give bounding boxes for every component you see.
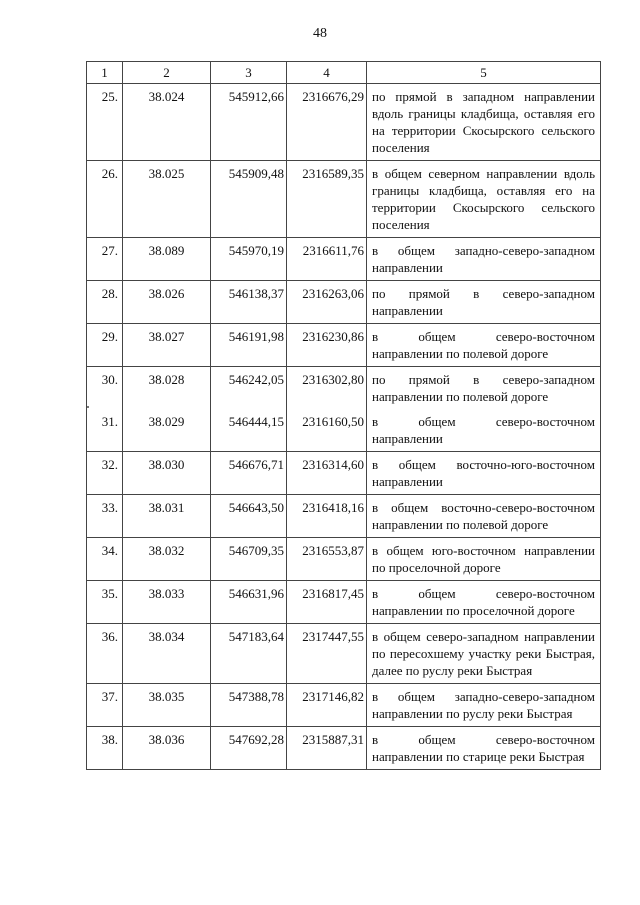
coordinate-y: 2316676,29 [287,84,367,161]
table-row [87,281,601,324]
boundary-description: в общем северо-западном направлении по пересохшему участку реки Быстрая, далее по руслу реки Быстрая [367,624,601,684]
boundary-description: в общем западно-северо-западном направлении по руслу реки Быстрая [367,684,601,727]
column-header-y: 4 [287,62,367,84]
boundary-description: в общем северо-восточном направлении по полевой дороге [367,324,601,367]
coordinate-y: 2317146,82 [287,684,367,727]
row-number: 26. [87,161,123,238]
boundary-description: в общем юго-восточном направлении по проселочной дороге [367,538,601,581]
coordinate-x: 546631,96 [211,581,287,624]
boundary-points-table [86,61,601,770]
row-number: 33. [87,495,123,538]
table-row [87,684,601,727]
row-number: 32. [87,452,123,495]
coordinate-y: 2316817,45 [287,581,367,624]
coordinate-x: 545909,48 [211,161,287,238]
coordinate-x: 545912,66 [211,84,287,161]
table-row [87,495,601,538]
coordinate-y: 2316553,87 [287,538,367,581]
coordinate-x: 546191,98 [211,324,287,367]
column-header-point: 2 [123,62,211,84]
table-row [87,409,601,452]
boundary-description: по прямой в северо-западном направлении по полевой дороге [367,367,601,410]
point-id: 38.032 [123,538,211,581]
coordinate-y: 2317447,55 [287,624,367,684]
coordinate-x: 546709,35 [211,538,287,581]
coordinate-x: 546138,37 [211,281,287,324]
coordinate-x: 547388,78 [211,684,287,727]
boundary-description: в общем восточно-северо-восточном направлении по полевой дороге [367,495,601,538]
boundary-description: в общем северо-восточном направлении по старице реки Быстрая [367,727,601,770]
point-id: 38.031 [123,495,211,538]
table-row [87,538,601,581]
table-row [87,161,601,238]
point-id: 38.033 [123,581,211,624]
boundary-description: в общем восточно-юго-восточном направлении [367,452,601,495]
row-number: 38. [87,727,123,770]
table-row [87,624,601,684]
row-number: 37. [87,684,123,727]
point-id: 38.036 [123,727,211,770]
table-header-row [87,62,601,84]
coordinate-y: 2316589,35 [287,161,367,238]
row-number: 35. [87,581,123,624]
point-id: 38.026 [123,281,211,324]
point-id: 38.027 [123,324,211,367]
coordinate-y: 2316160,50 [287,409,367,452]
table-row [87,581,601,624]
row-number: 27. [87,238,123,281]
coordinate-y: 2316611,76 [287,238,367,281]
coordinate-y: 2316418,16 [287,495,367,538]
coordinate-y: 2316263,06 [287,281,367,324]
table-row [87,367,601,410]
row-number: 31. [87,409,123,452]
coordinate-x: 546676,71 [211,452,287,495]
table-row [87,324,601,367]
coordinate-y: 2316314,60 [287,452,367,495]
coordinate-x: 546444,15 [211,409,287,452]
boundary-description: в общем западно-северо-западном направлении [367,238,601,281]
row-number: 30. [87,367,123,410]
row-number: 34. [87,538,123,581]
point-id: 38.029 [123,409,211,452]
row-number: 29. [87,324,123,367]
point-id: 38.035 [123,684,211,727]
table-row [87,238,601,281]
coordinate-x: 546242,05 [211,367,287,410]
point-id: 38.034 [123,624,211,684]
column-header-x: 3 [211,62,287,84]
margin-mark [87,406,89,408]
coordinate-y: 2315887,31 [287,727,367,770]
coordinate-y: 2316230,86 [287,324,367,367]
column-header-number: 1 [87,62,123,84]
boundary-description: по прямой в северо-западном направлении [367,281,601,324]
coordinate-x: 545970,19 [211,238,287,281]
point-id: 38.024 [123,84,211,161]
coordinate-x: 547183,64 [211,624,287,684]
boundary-description: в общем северо-восточном направлении [367,409,601,452]
table-row [87,727,601,770]
table-row [87,452,601,495]
table-row [87,84,601,161]
row-number: 36. [87,624,123,684]
boundary-description: по прямой в западном направлении вдоль границы кладбища, оставляя его на территории Скосырского сельского поселения [367,84,601,161]
page-number: 48 [313,26,327,41]
column-header-description: 5 [367,62,601,84]
coordinate-y: 2316302,80 [287,367,367,410]
boundary-description: в общем северном направлении вдоль границы кладбища, оставляя его на территории Скосырского сельского поселения [367,161,601,238]
boundary-description: в общем северо-восточном направлении по проселочной дороге [367,581,601,624]
row-number: 25. [87,84,123,161]
point-id: 38.025 [123,161,211,238]
point-id: 38.030 [123,452,211,495]
point-id: 38.089 [123,238,211,281]
point-id: 38.028 [123,367,211,410]
row-number: 28. [87,281,123,324]
coordinate-x: 546643,50 [211,495,287,538]
coordinate-x: 547692,28 [211,727,287,770]
